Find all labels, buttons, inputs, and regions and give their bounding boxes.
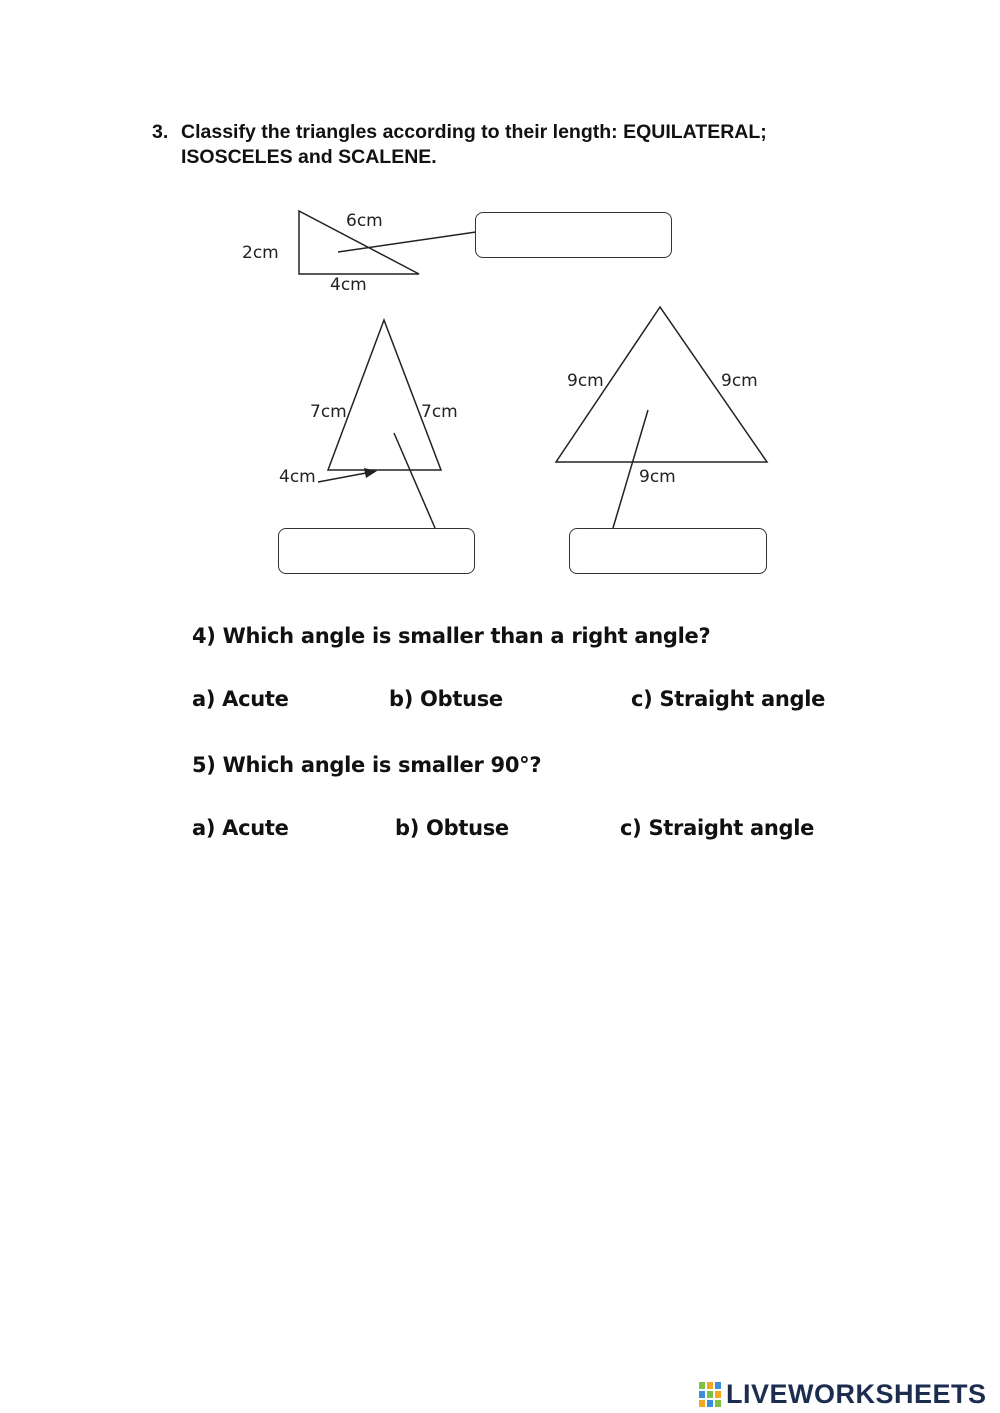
scalene-label-2cm: 2cm (242, 243, 279, 263)
question-3-text: Classify the triangles according to their length: EQUILATERAL; ISOSCELES and SCALENE. (181, 121, 767, 168)
triangles-diagram (0, 0, 1000, 620)
question-5-option-a[interactable]: a) Acute (192, 816, 289, 840)
isosceles-connector-line (394, 433, 435, 528)
question-5-option-c[interactable]: c) Straight angle (620, 816, 815, 840)
question-4-option-c[interactable]: c) Straight angle (631, 687, 826, 711)
question-5-option-b[interactable]: b) Obtuse (395, 816, 509, 840)
scalene-answer-box[interactable] (475, 212, 672, 258)
question-4-title: 4) Which angle is smaller than a right angle? (192, 624, 711, 648)
scalene-label-6cm: 6cm (346, 211, 383, 231)
question-4-option-b[interactable]: b) Obtuse (389, 687, 503, 711)
question-3-number: 3. (152, 121, 169, 143)
liveworksheets-brand-text: LIVEWORKSHEETS (726, 1378, 987, 1409)
equilateral-label-9cm-bottom: 9cm (639, 467, 676, 487)
isosceles-label-4cm: 4cm (279, 467, 316, 487)
isosceles-label-7cm-right: 7cm (421, 402, 458, 422)
liveworksheets-logo (698, 1377, 987, 1411)
scalene-label-4cm: 4cm (330, 275, 367, 295)
isosceles-base-arrow-line (318, 473, 366, 482)
question-4-option-a[interactable]: a) Acute (192, 687, 289, 711)
isosceles-triangle (328, 320, 441, 470)
isosceles-label-7cm-left: 7cm (310, 402, 347, 422)
equilateral-label-9cm-right: 9cm (721, 371, 758, 391)
liveworksheets-logo-icon (698, 1380, 722, 1408)
equilateral-label-9cm-left: 9cm (567, 371, 604, 391)
question-5-title: 5) Which angle is smaller 90°? (192, 753, 542, 777)
isosceles-answer-box[interactable] (278, 528, 475, 574)
equilateral-answer-box[interactable] (569, 528, 767, 574)
